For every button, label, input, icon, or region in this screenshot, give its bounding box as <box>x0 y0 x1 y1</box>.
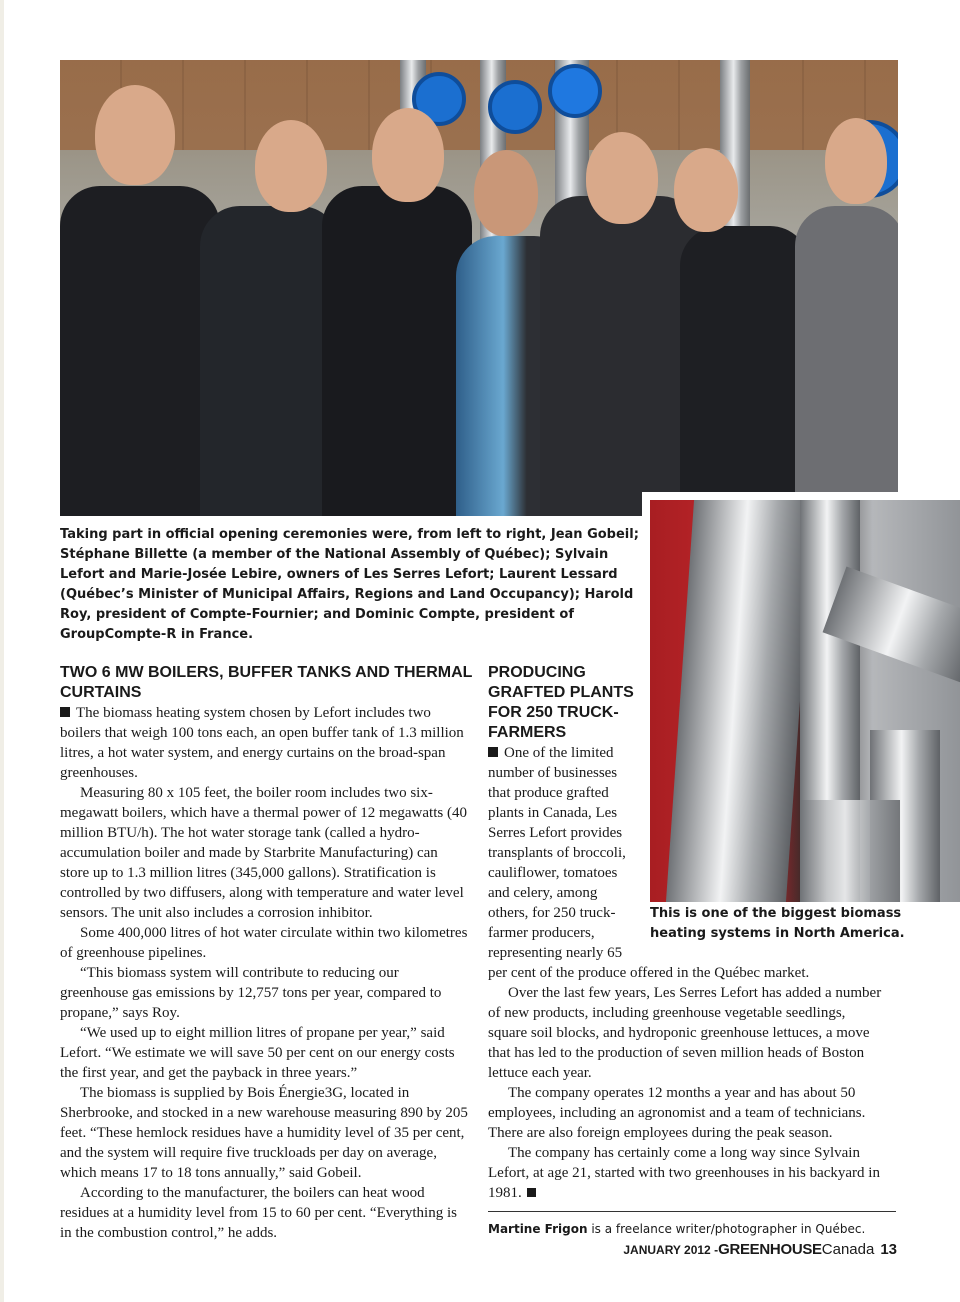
page-footer <box>623 1241 897 1259</box>
issue-date: JANUARY 2012 <box>623 1243 711 1257</box>
photo-person-head <box>255 120 327 212</box>
paragraph: Measuring 80 x 105 feet, the boiler room includes two six-megawatt boilers, which have a thermal power of 12 megawatts (40 million BTU/h). The hot water storage tank (called a hydro-accumulation boiler and made by Starbrite Manufacturing) can store up to 1.3 million litres (345,000 gallons). Stratification is controlled by two diffusers, along with temperature and water level sensors. The unit also includes a corrosion inhibitor. <box>60 785 467 921</box>
footer-separator: - <box>714 1243 719 1257</box>
inset-photo-caption: This is one of the biggest biomass heating systems in North America. <box>650 906 905 941</box>
photo-person <box>795 206 898 516</box>
photo-person-head <box>674 148 738 232</box>
end-of-article-square-icon <box>527 1188 536 1197</box>
photo-person <box>200 206 340 516</box>
photo-caption: Taking part in official opening ceremonies were, from left to right, Jean Gobeil; Stéphane Billette (a member of the National Assembly of Québec); Sylvain Lefort and Marie-Josée Lebire, owners of Les Serres Lefort; Laurent Lessard (Québec’s Minister of Municipal Affairs, Regions and Land Occupancy); Harold Roy, president of Compte-Fournier; and Dominic Compte, president of GroupCompte-R in France. <box>60 527 639 642</box>
photo-person <box>540 196 700 516</box>
paragraph: The company has certainly come a long way since Sylvain Lefort, at age 21, started with two greenhouses in his backyard in 1981. <box>488 1145 880 1201</box>
page-number: 13 <box>880 1241 897 1258</box>
paragraph: One of the limited number of businesses that produce grafted plants in Canada, Les Serres Lefort provides transplants of broccoli, cauliflower, tomatoes and celery, among others, for 250 truck-farmer producers, representing nearly 65 <box>488 745 626 961</box>
paragraph: According to the manufacturer, the boilers can heat wood residues at a humidity level from 15 to 60 per cent. “Everything is in the combustion control,” he adds. <box>60 1185 457 1241</box>
paragraph: The company operates 12 months a year and has about 50 employees, including an agronomist and a team of technicians. There are also foreign employees during the peak season. <box>488 1085 866 1141</box>
article-column-right <box>488 743 888 1203</box>
paragraph: per cent of the produce offered in the Québec market. <box>488 965 810 981</box>
paragraph: The biomass is supplied by Bois Énergie3G, located in Sherbrooke, and stocked in a new warehouse measuring 890 by 205 feet. “These hemlock residues have a humidity level of 35 per cent, and the system will require five truckloads per day on average, which means 17 to 18 tons annually,” said Gobeil. <box>60 1085 468 1181</box>
page-edge <box>0 0 4 1302</box>
article-column-left <box>60 703 468 1243</box>
photo-person <box>322 186 472 516</box>
photo-person <box>680 226 810 516</box>
paragraph: “This biomass system will contribute to reducing our greenhouse gas emissions by 12,757 tons per year, compared to propane,” says Roy. <box>60 965 442 1021</box>
magazine-name-bold: GREENHOUSE <box>718 1241 822 1258</box>
paragraph: “We used up to eight million litres of propane per year,” said Lefort. “We estimate we will save 50 per cent on our energy costs the first year, and get the payback in three years.” <box>60 1025 455 1081</box>
paragraph: Some 400,000 litres of hot water circulate within two kilometres of greenhouse pipelines. <box>60 925 468 961</box>
magazine-name-light: Canada <box>821 1241 875 1258</box>
photo-person-head <box>586 132 658 224</box>
photo-person-head <box>372 108 444 202</box>
photo-person-head <box>474 150 538 236</box>
ceremony-photo <box>60 60 898 516</box>
paragraph: The biomass heating system chosen by Lefort includes two boilers that weigh 100 tons each, an open buffer tank of 1.3 million litres, a hot water system, and energy curtains on the broad-span greenhouses. <box>60 705 464 781</box>
photo-blue-valve <box>488 80 542 134</box>
byline-divider <box>488 1211 896 1212</box>
section-start-square-icon <box>488 747 498 757</box>
section-heading-boilers: TWO 6 MW BOILERS, BUFFER TANKS AND THERMAL CURTAINS <box>60 664 473 701</box>
section-heading-grafted-plants: PRODUCING GRAFTED PLANTS FOR 250 TRUCK-FARMERS <box>488 664 634 741</box>
photo-wood-wall <box>60 60 898 150</box>
author-name: Martine Frigon <box>488 1222 588 1236</box>
author-byline <box>488 1220 896 1238</box>
photo-person-head <box>95 85 175 185</box>
photo-blue-valve <box>548 64 602 118</box>
section-start-square-icon <box>60 707 70 717</box>
author-bio: is a freelance writer/photographer in Québec. <box>591 1222 866 1236</box>
photo-person-head <box>825 118 887 204</box>
photo-person <box>60 186 220 516</box>
paragraph: Over the last few years, Les Serres Lefort has added a number of new products, including greenhouse vegetable seedlings, square soil blocks, and hydroponic greenhouse lettuces, a move that has led to the production of seven million heads of Boston lettuce each year. <box>488 985 882 1081</box>
